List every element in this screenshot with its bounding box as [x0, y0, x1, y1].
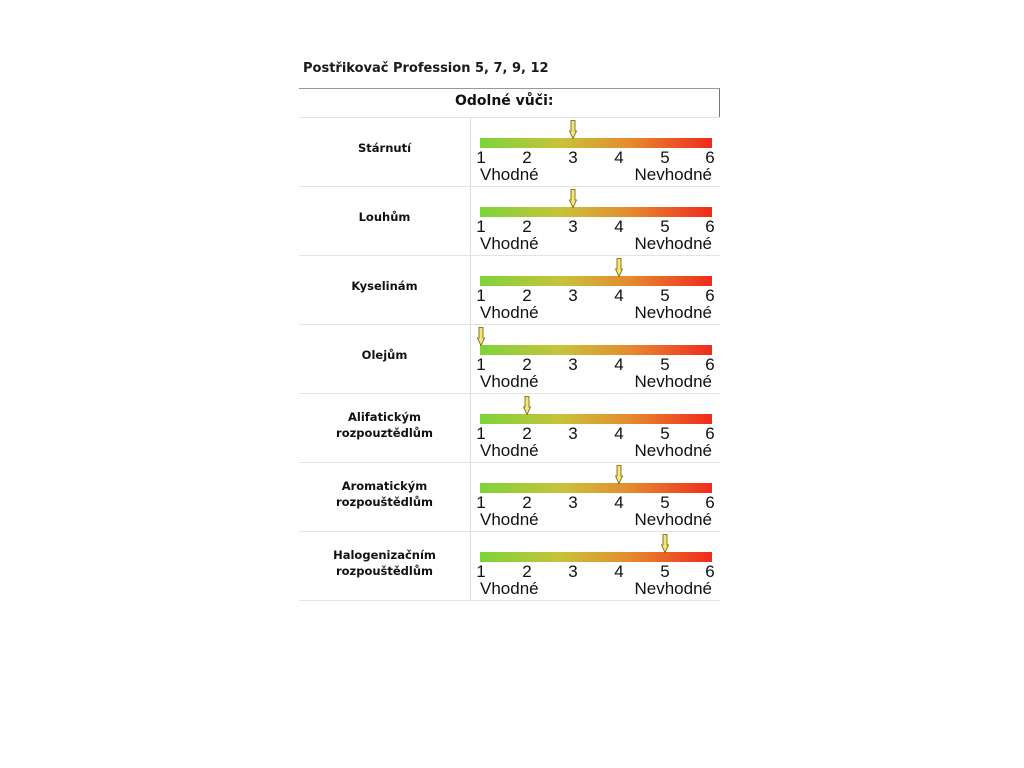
- gradient-bar: [480, 138, 712, 148]
- rating-marker-icon: [615, 258, 623, 277]
- scale-bad-label: Nevhodné: [634, 303, 712, 322]
- table-row: [299, 531, 720, 601]
- scale-tick-label: 5: [660, 217, 670, 236]
- rating-marker-icon: [661, 534, 669, 553]
- rating-marker-icon: [477, 327, 485, 346]
- scale-tick-label: 6: [705, 424, 715, 443]
- scale-tick-label: 1: [476, 562, 486, 581]
- row-label: Kyselinám: [299, 256, 471, 324]
- scale-tick-label: 4: [614, 355, 624, 374]
- scale-tick-label: 4: [614, 148, 624, 167]
- scale-tick-label: 5: [660, 493, 670, 512]
- document-title: Postřikovač Profession 5, 7, 9, 12: [303, 61, 549, 76]
- rating-scale: [472, 256, 720, 324]
- scale-tick-label: 1: [476, 355, 486, 374]
- rating-scale: [472, 532, 720, 600]
- gradient-bar: [480, 414, 712, 424]
- scale-good-label: Vhodné: [480, 441, 539, 460]
- table-rows: [299, 117, 720, 601]
- scale-tick-label: 2: [522, 286, 532, 305]
- resistance-table: [299, 88, 720, 601]
- scale-bad-label: Nevhodné: [634, 510, 712, 529]
- scale-bad-label: Nevhodné: [634, 441, 712, 460]
- rating-marker-icon: [523, 396, 531, 415]
- table-row: [299, 393, 720, 462]
- table-row: [299, 255, 720, 324]
- scale-tick-label: 2: [522, 148, 532, 167]
- gradient-bar: [480, 483, 712, 493]
- table-header-label: Odolné vůči:: [455, 93, 554, 109]
- table-row: [299, 117, 720, 186]
- scale-tick-label: 1: [476, 217, 486, 236]
- gradient-bar: [480, 207, 712, 217]
- row-label: Aromatickým rozpouštědlům: [299, 463, 471, 531]
- scale-tick-label: 4: [614, 562, 624, 581]
- rating-scale: [472, 325, 720, 393]
- scale-tick-label: 6: [705, 562, 715, 581]
- gradient-bar: [480, 552, 712, 562]
- scale-good-label: Vhodné: [480, 303, 539, 322]
- table-row: [299, 462, 720, 531]
- scale-tick-label: 5: [660, 424, 670, 443]
- scale-tick-label: 2: [522, 355, 532, 374]
- scale-tick-label: 6: [705, 286, 715, 305]
- scale-good-label: Vhodné: [480, 372, 539, 391]
- rating-marker-icon: [569, 189, 577, 208]
- scale-tick-label: 3: [568, 355, 578, 374]
- scale-tick-label: 3: [568, 286, 578, 305]
- scale-tick-label: 4: [614, 424, 624, 443]
- gradient-bar: [480, 345, 712, 355]
- scale-bad-label: Nevhodné: [634, 579, 712, 598]
- gradient-bar: [480, 276, 712, 286]
- scale-tick-label: 2: [522, 424, 532, 443]
- scale-tick-label: 5: [660, 562, 670, 581]
- scale-bad-label: Nevhodné: [634, 234, 712, 253]
- rating-scale: [472, 463, 720, 531]
- scale-tick-label: 1: [476, 424, 486, 443]
- scale-tick-label: 4: [614, 286, 624, 305]
- scale-good-label: Vhodné: [480, 579, 539, 598]
- scale-tick-label: 6: [705, 493, 715, 512]
- table-row: [299, 324, 720, 393]
- scale-tick-label: 5: [660, 148, 670, 167]
- scale-tick-label: 5: [660, 355, 670, 374]
- scale-tick-label: 3: [568, 217, 578, 236]
- scale-tick-label: 4: [614, 493, 624, 512]
- rating-scale: [472, 394, 720, 462]
- rating-marker-icon: [615, 465, 623, 484]
- row-label: Halogenizačním rozpouštědlům: [299, 532, 471, 600]
- scale-tick-label: 3: [568, 424, 578, 443]
- scale-tick-label: 2: [522, 493, 532, 512]
- scale-tick-label: 5: [660, 286, 670, 305]
- scale-tick-label: 6: [705, 217, 715, 236]
- table-header: [299, 88, 720, 117]
- scale-bad-label: Nevhodné: [634, 165, 712, 184]
- row-label: Alifatickým rozpouztědlům: [299, 394, 471, 462]
- rating-scale: [472, 187, 720, 255]
- row-label: Louhům: [299, 187, 471, 255]
- scale-tick-label: 3: [568, 493, 578, 512]
- scale-tick-label: 3: [568, 148, 578, 167]
- scale-tick-label: 1: [476, 286, 486, 305]
- scale-bad-label: Nevhodné: [634, 372, 712, 391]
- rating-marker-icon: [569, 120, 577, 139]
- rating-scale: [472, 118, 720, 186]
- scale-tick-label: 6: [705, 355, 715, 374]
- scale-tick-label: 1: [476, 493, 486, 512]
- scale-tick-label: 2: [522, 562, 532, 581]
- scale-tick-label: 4: [614, 217, 624, 236]
- row-label: Olejům: [299, 325, 471, 393]
- scale-tick-label: 3: [568, 562, 578, 581]
- scale-good-label: Vhodné: [480, 165, 539, 184]
- scale-tick-label: 6: [705, 148, 715, 167]
- scale-tick-label: 1: [476, 148, 486, 167]
- scale-tick-label: 2: [522, 217, 532, 236]
- row-label: Stárnutí: [299, 118, 471, 186]
- scale-good-label: Vhodné: [480, 510, 539, 529]
- table-row: [299, 186, 720, 255]
- scale-good-label: Vhodné: [480, 234, 539, 253]
